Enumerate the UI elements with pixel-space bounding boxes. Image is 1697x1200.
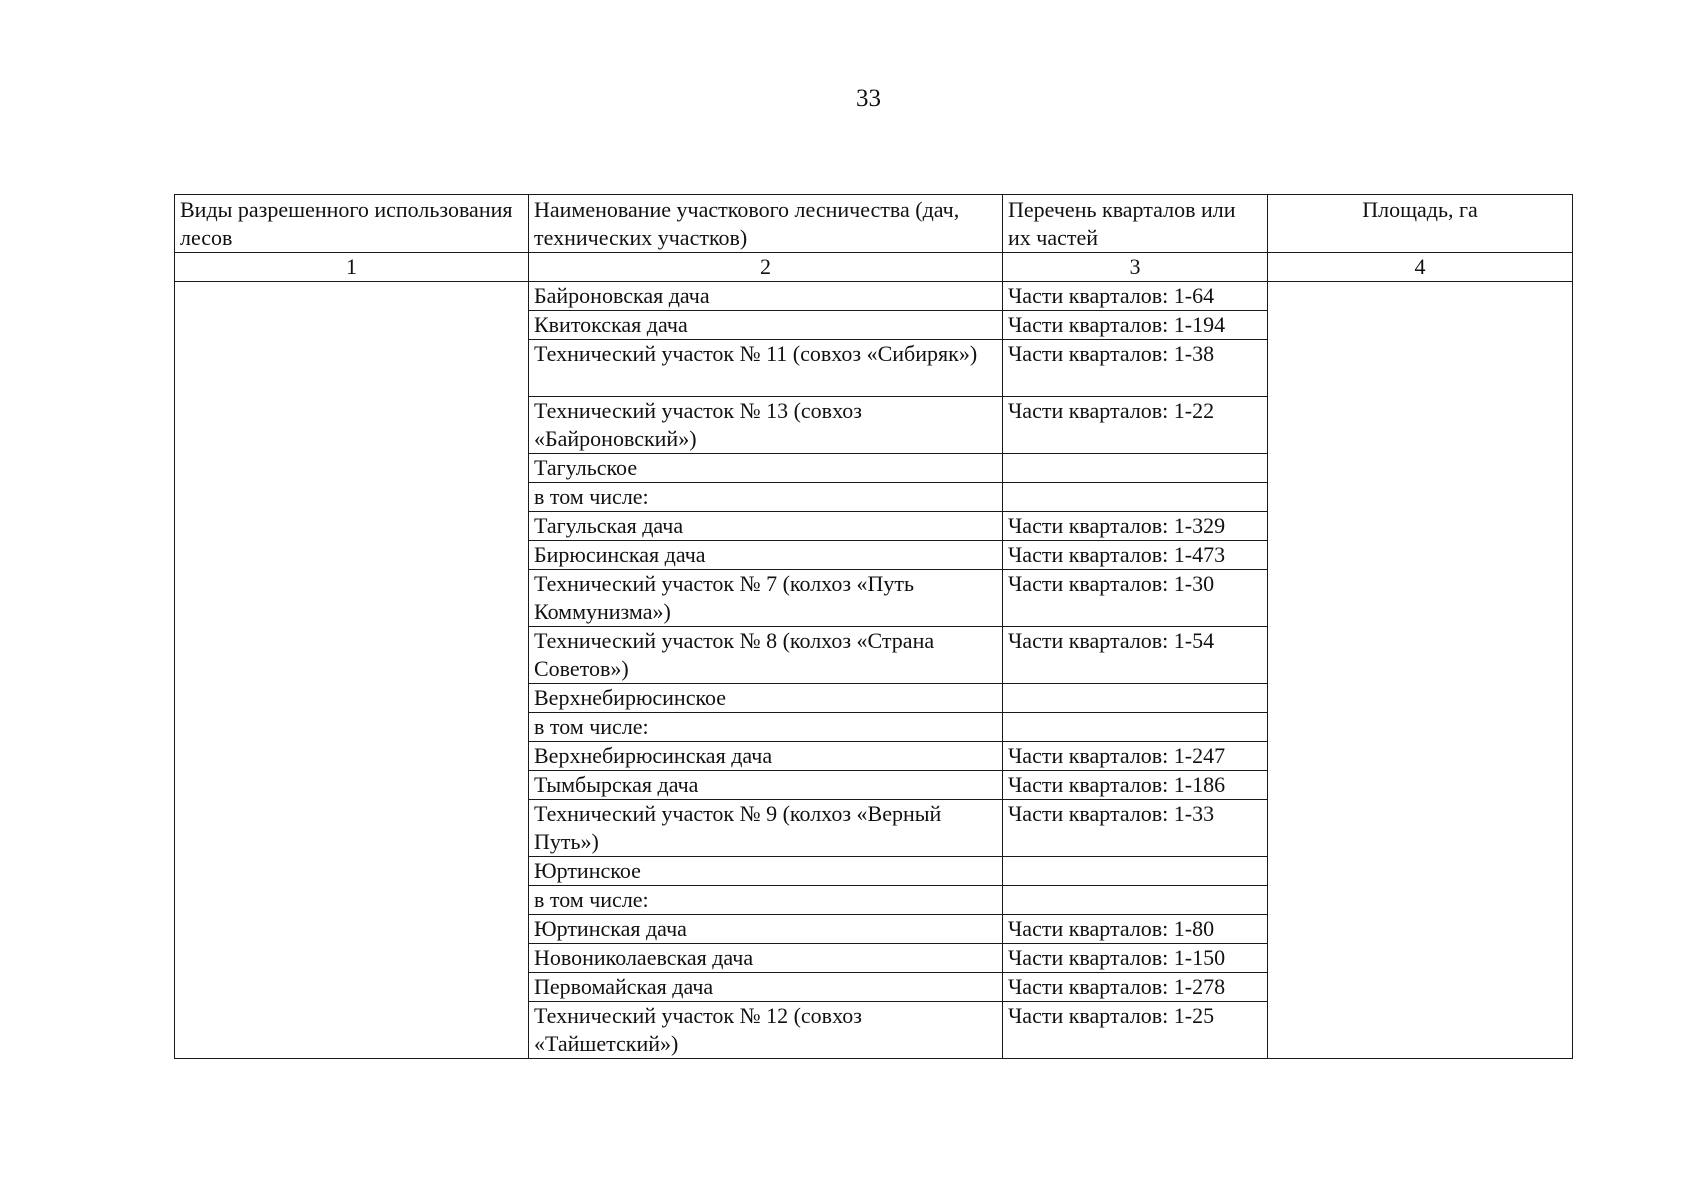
quarters-cell bbox=[1003, 713, 1268, 742]
table-header-row bbox=[175, 195, 1573, 253]
forestry-name-cell: Новониколаевская дача bbox=[529, 944, 1003, 973]
column-number: 1 bbox=[175, 253, 529, 282]
quarters-cell: Части кварталов: 1-38 bbox=[1003, 340, 1268, 397]
quarters-cell: Части кварталов: 1-186 bbox=[1003, 771, 1268, 800]
table-row bbox=[175, 282, 1573, 311]
quarters-cell: Части кварталов: 1-194 bbox=[1003, 311, 1268, 340]
forestry-name-cell: Байроновская дача bbox=[529, 282, 1003, 311]
forestry-name-cell: Квитокская дача bbox=[529, 311, 1003, 340]
forestry-name-cell: Верхнебирюсинская дача bbox=[529, 742, 1003, 771]
column-number-row bbox=[175, 253, 1573, 282]
forestry-name-cell: Первомайская дача bbox=[529, 973, 1003, 1002]
forestry-name-cell: Юртинская дача bbox=[529, 915, 1003, 944]
forestry-name-cell: Юртинское bbox=[529, 857, 1003, 886]
quarters-cell: Части кварталов: 1-150 bbox=[1003, 944, 1268, 973]
quarters-cell: Части кварталов: 1-54 bbox=[1003, 627, 1268, 684]
header-use-types: Виды разрешенного использования лесов bbox=[175, 195, 529, 253]
forestry-name-cell: Тымбырская дача bbox=[529, 771, 1003, 800]
quarters-cell: Части кварталов: 1-64 bbox=[1003, 282, 1268, 311]
quarters-cell: Части кварталов: 1-278 bbox=[1003, 973, 1268, 1002]
forestry-name-cell: Технический участок № 7 (колхоз «Путь Коммунизма») bbox=[529, 570, 1003, 627]
forestry-name-cell: Тагульская дача bbox=[529, 512, 1003, 541]
quarters-cell: Части кварталов: 1-22 bbox=[1003, 397, 1268, 454]
quarters-cell bbox=[1003, 483, 1268, 512]
quarters-cell bbox=[1003, 684, 1268, 713]
quarters-cell: Части кварталов: 1-473 bbox=[1003, 541, 1268, 570]
forestry-name-cell: в том числе: bbox=[529, 483, 1003, 512]
quarters-cell bbox=[1003, 886, 1268, 915]
quarters-cell: Части кварталов: 1-80 bbox=[1003, 915, 1268, 944]
area-cell bbox=[1268, 282, 1573, 1059]
use-type-cell bbox=[175, 282, 529, 1059]
page-number: 33 bbox=[856, 85, 881, 112]
header-quarters-list: Перечень кварталов или их частей bbox=[1003, 195, 1268, 253]
forestry-name-cell: Технический участок № 12 (совхоз «Тайшетский») bbox=[529, 1002, 1003, 1059]
quarters-cell: Части кварталов: 1-329 bbox=[1003, 512, 1268, 541]
quarters-cell: Части кварталов: 1-25 bbox=[1003, 1002, 1268, 1059]
column-number: 3 bbox=[1003, 253, 1268, 282]
forestry-name-cell: Технический участок № 13 (совхоз «Байроновский») bbox=[529, 397, 1003, 454]
forestry-name-cell: в том числе: bbox=[529, 886, 1003, 915]
quarters-cell bbox=[1003, 857, 1268, 886]
quarters-cell: Части кварталов: 1-247 bbox=[1003, 742, 1268, 771]
forestry-name-cell: Технический участок № 8 (колхоз «Страна Советов») bbox=[529, 627, 1003, 684]
header-forestry-name: Наименование участкового лесничества (дач, технических участков) bbox=[529, 195, 1003, 253]
forestry-name-cell: Технический участок № 9 (колхоз «Верный Путь») bbox=[529, 800, 1003, 857]
quarters-cell: Части кварталов: 1-30 bbox=[1003, 570, 1268, 627]
forestry-name-cell: Бирюсинская дача bbox=[529, 541, 1003, 570]
forestry-name-cell: Тагульское bbox=[529, 454, 1003, 483]
forestry-name-cell: Верхнебирюсинское bbox=[529, 684, 1003, 713]
quarters-cell bbox=[1003, 454, 1268, 483]
quarters-cell: Части кварталов: 1-33 bbox=[1003, 800, 1268, 857]
forest-use-table bbox=[174, 194, 1573, 1059]
column-number: 4 bbox=[1268, 253, 1573, 282]
header-area: Площадь, га bbox=[1268, 195, 1573, 253]
forestry-name-cell: в том числе: bbox=[529, 713, 1003, 742]
forestry-name-cell: Технический участок № 11 (совхоз «Сибиряк») bbox=[529, 340, 1003, 397]
column-number: 2 bbox=[529, 253, 1003, 282]
